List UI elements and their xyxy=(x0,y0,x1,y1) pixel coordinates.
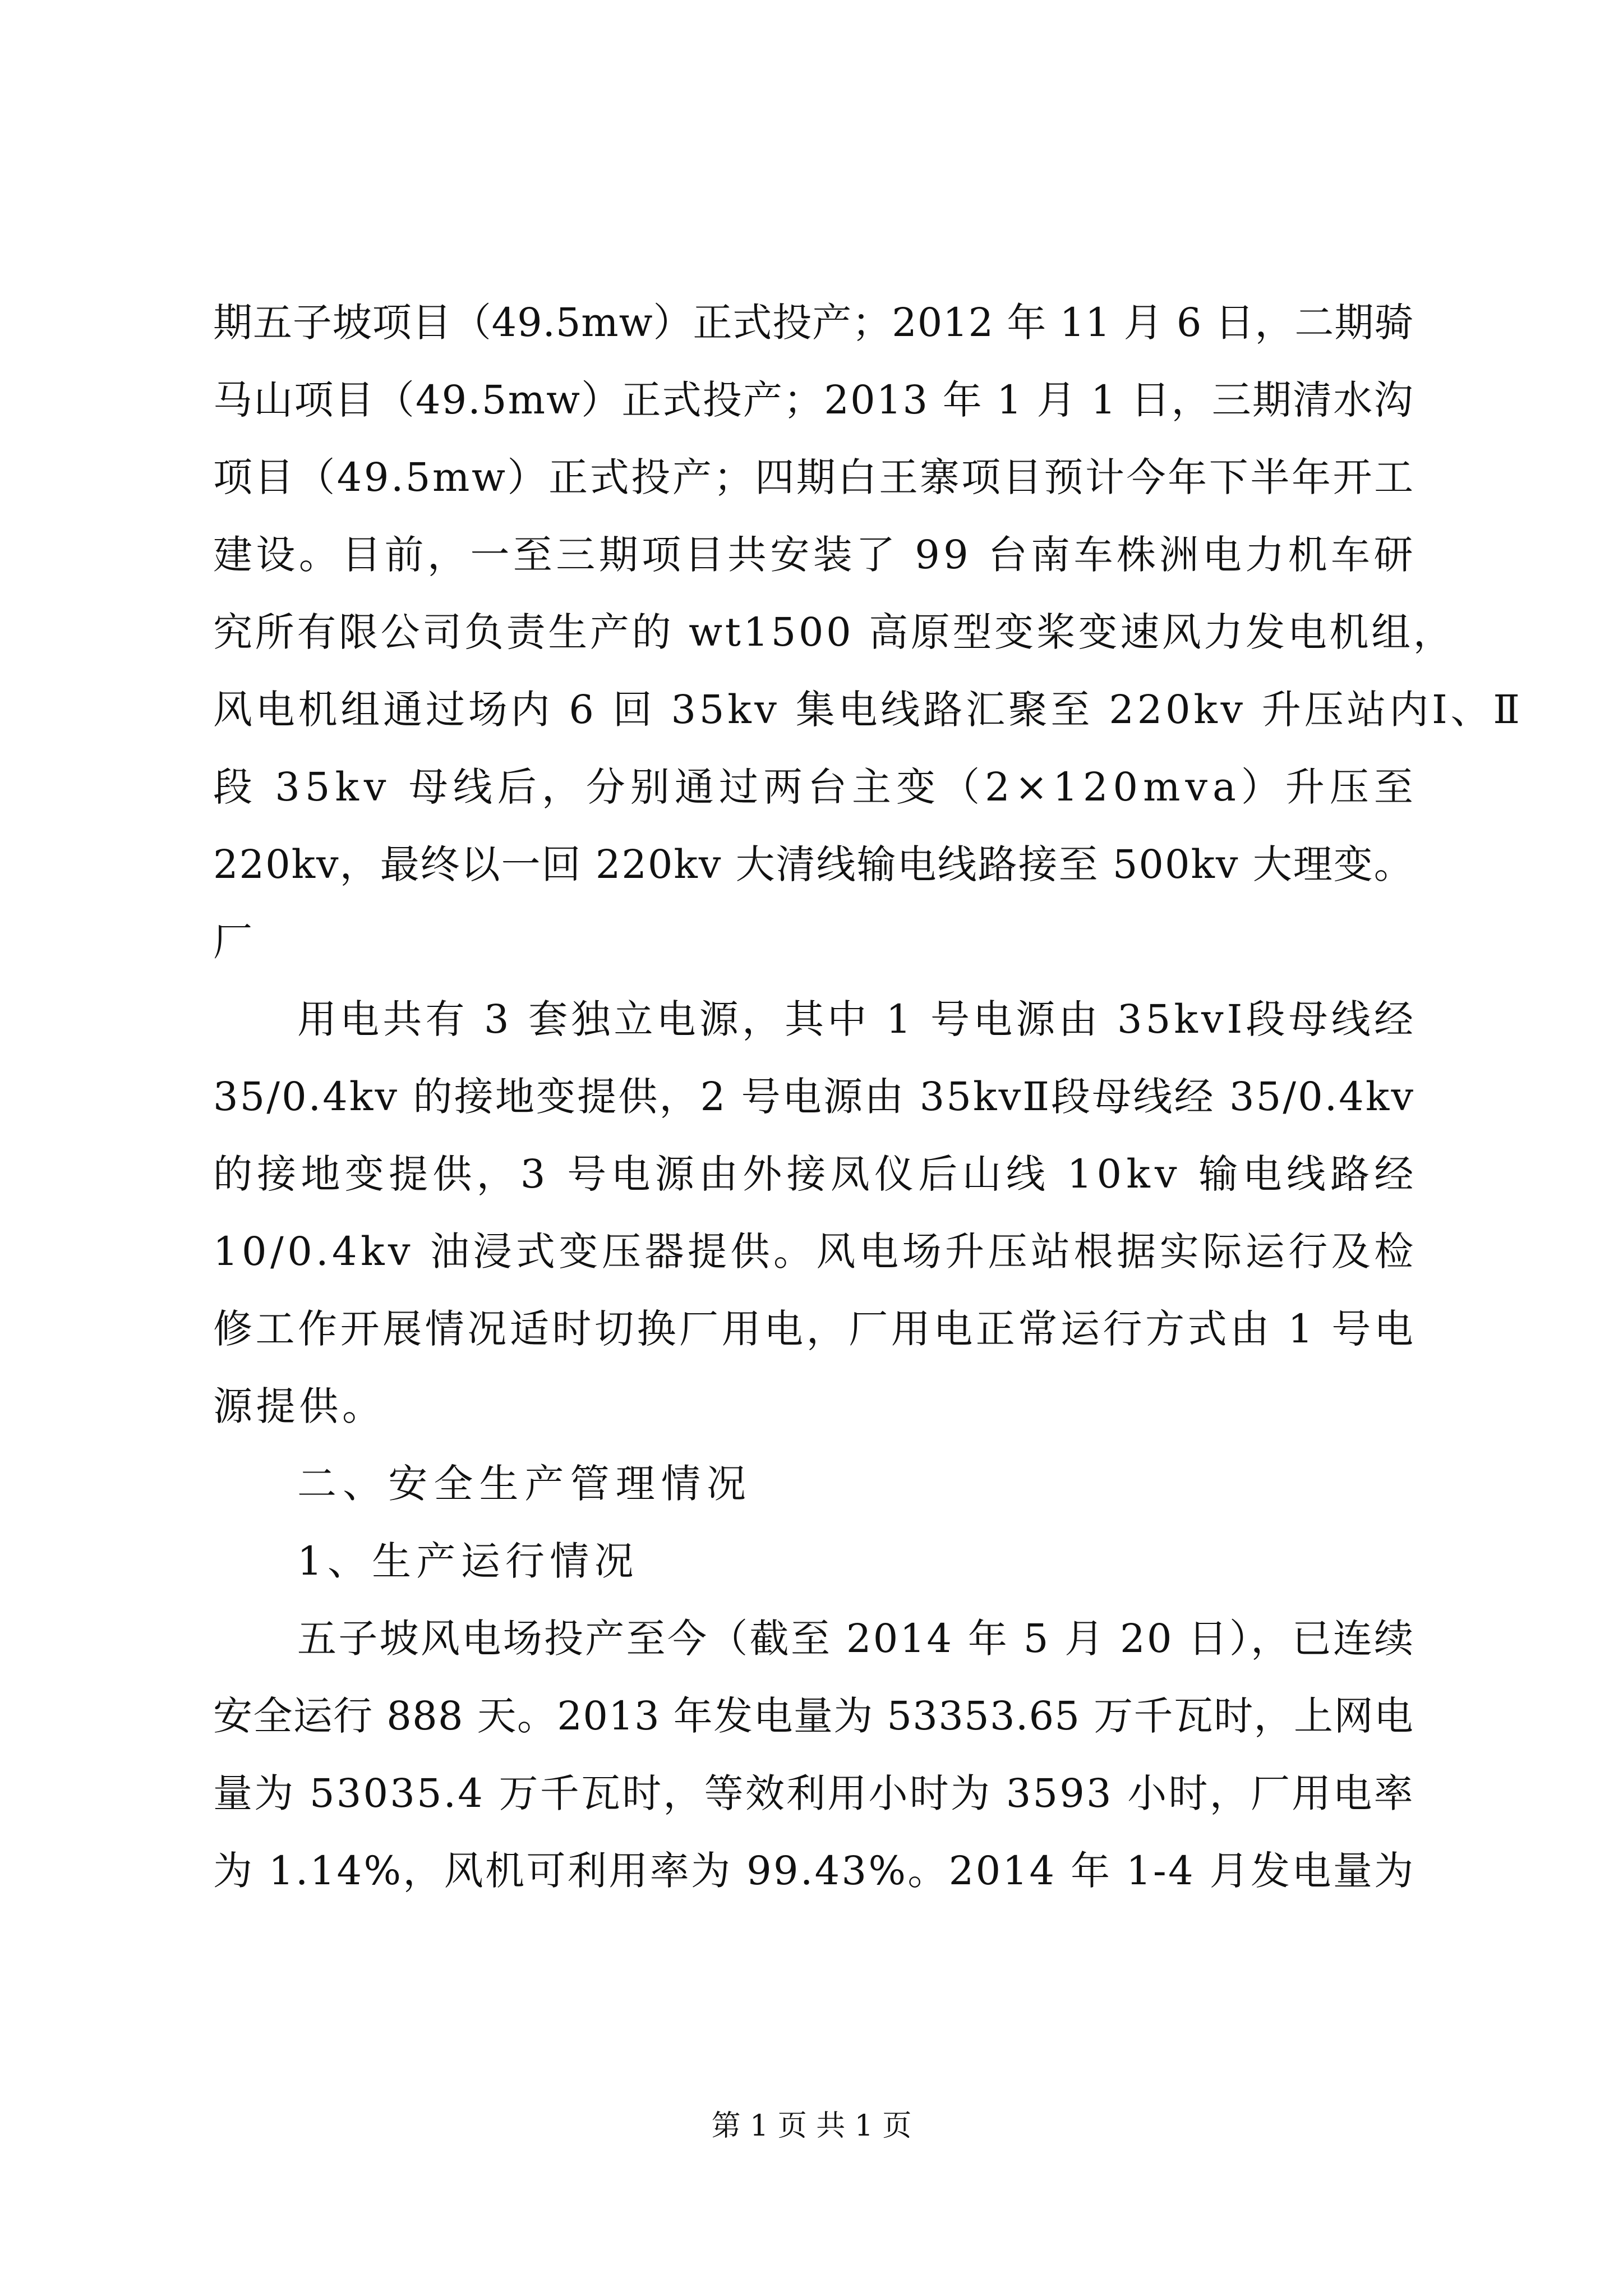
text-line: 风电机组通过场内 6 回 35kv 集电线路汇聚至 220kv 升压站内Ⅰ、Ⅱ xyxy=(213,687,1523,733)
text-line: 期五子坡项目（49.5mw）正式投产；2012 年 11 月 6 日，二期骑 xyxy=(213,300,1414,346)
text-line: 厂 xyxy=(213,919,252,965)
text-line: 马山项目（49.5mw）正式投产；2013 年 1 月 1 日，三期清水沟 xyxy=(213,377,1414,423)
text-line: 为 1.14%，风机可利用率为 99.43%。2014 年 1-4 月发电量为 xyxy=(213,1848,1415,1894)
text-line: 用电共有 3 套独立电源，其中 1 号电源由 35kvⅠ段母线经 xyxy=(297,996,1417,1042)
text-line: 五子坡风电场投产至今（截至 2014 年 5 月 20 日），已连续 xyxy=(297,1616,1415,1662)
text-line: 段 35kv 母线后，分别通过两台主变（2×120mva）升压至 xyxy=(213,764,1418,810)
text-line: 安全运行 888 天。2013 年发电量为 53353.65 万千瓦时，上网电 xyxy=(213,1693,1414,1739)
text-line: 建设。目前，一至三期项目共安装了 99 台南车株洲电力机车研 xyxy=(213,532,1417,578)
subsection-heading: 1、生产运行情况 xyxy=(297,1538,639,1584)
text-line: 10/0.4kv 油浸式变压器提供。风电场升压站根据实际运行及检 xyxy=(213,1228,1417,1274)
text-line: 究所有限公司负责生产的 wt1500 高原型变桨变速风力发电机组， xyxy=(213,609,1455,655)
text-line: 的接地变提供，3 号电源由外接凤仪后山线 10kv 输电线路经 xyxy=(213,1151,1418,1197)
page-footer: 第 1 页 共 1 页 xyxy=(711,2109,912,2143)
text-line: 量为 53035.4 万千瓦时，等效利用小时为 3593 小时，厂用电率 xyxy=(213,1770,1415,1816)
text-line: 35/0.4kv 的接地变提供，2 号电源由 35kvⅡ段母线经 35/0.4kv xyxy=(213,1074,1415,1120)
text-line: 修工作开展情况适时切换厂用电，厂用电正常运行方式由 1 号电 xyxy=(213,1306,1417,1352)
text-line: 源提供。 xyxy=(213,1383,385,1429)
section-heading: 二、安全生产管理情况 xyxy=(297,1461,753,1507)
text-line: 220kv，最终以一回 220kv 大清线输电线路接至 500kv 大理变。 xyxy=(213,841,1414,887)
text-line: 项目（49.5mw）正式投产；四期白王寨项目预计今年下半年开工 xyxy=(213,454,1415,500)
